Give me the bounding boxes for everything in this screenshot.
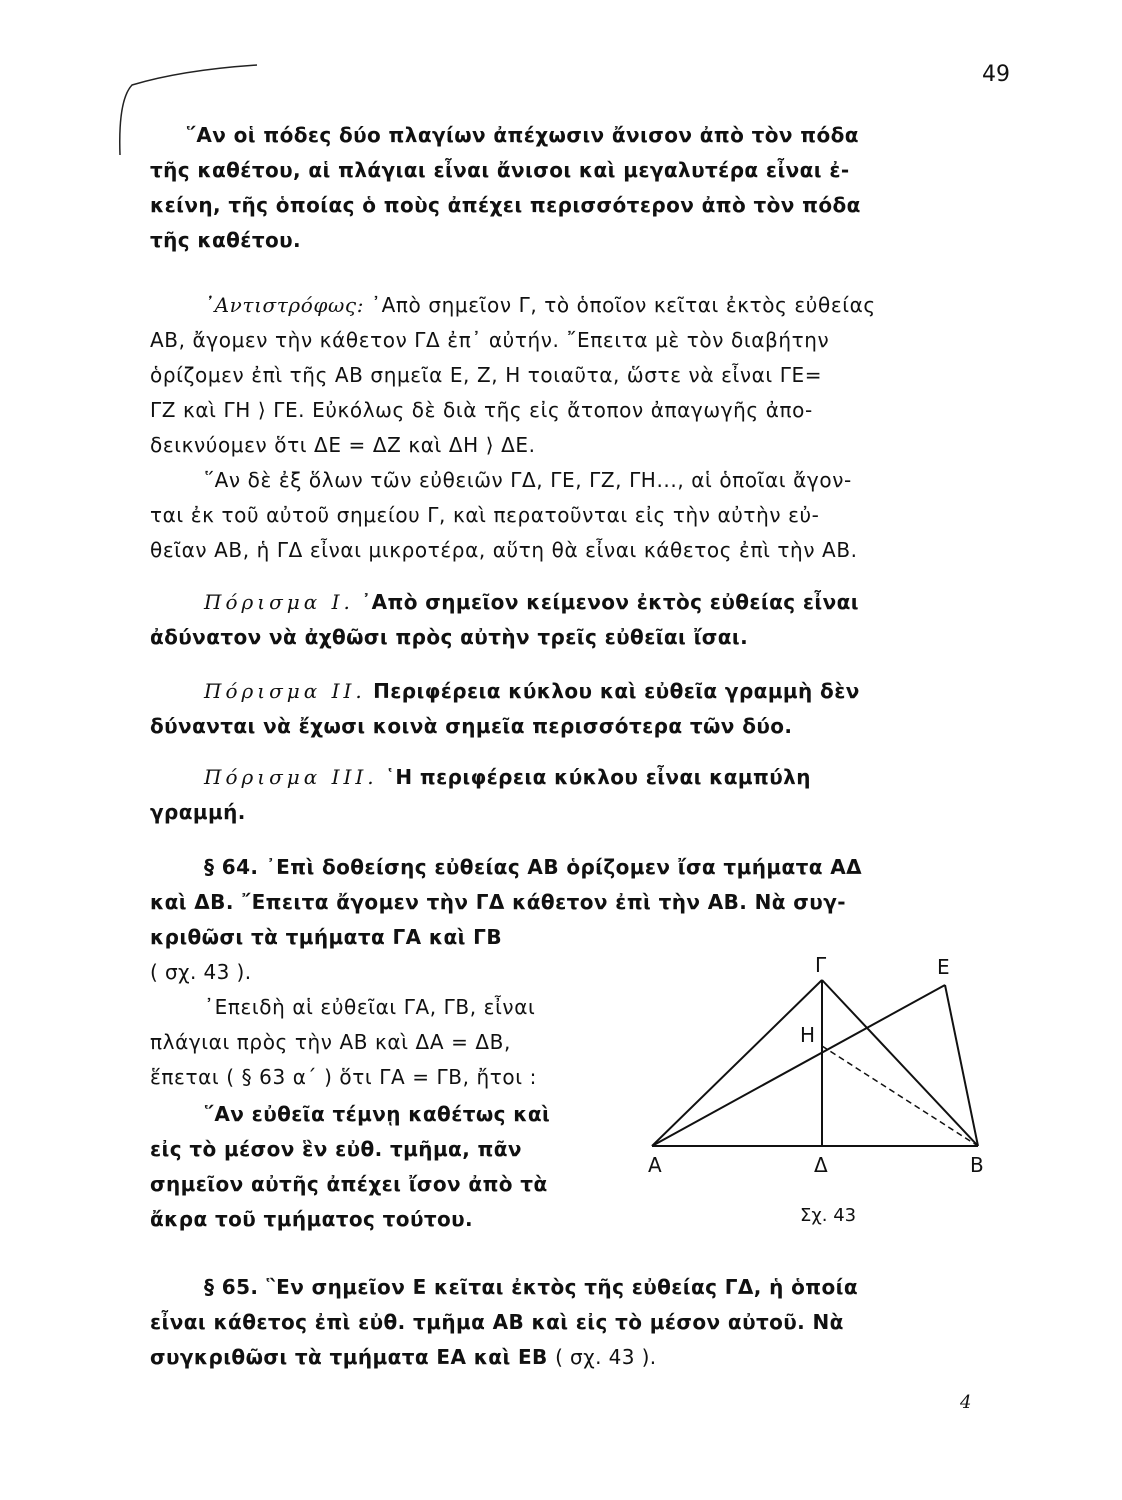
point-label-g: Γ: [815, 953, 827, 977]
text-line: εἶναι κάθετος ἐπὶ εὐθ. τμῆμα ΑΒ καὶ εἰς τὸ μέσον αὐτοῦ. Νὰ: [150, 1310, 844, 1334]
segment-hb: [822, 1046, 978, 1146]
corollary-3: [150, 760, 1010, 830]
figure-reference: ( σχ. 43 ).: [555, 1345, 657, 1369]
section-64-rule: [150, 1097, 630, 1237]
text-line: ΓΖ καὶ ΓΗ ⟩ ΓΕ. Εὐκόλως δὲ διὰ τῆς εἰς ἄτοπον ἀπαγωγῆς ἀπο-: [150, 398, 813, 422]
section-65: [150, 1270, 1010, 1375]
text-line: γραμμή.: [150, 800, 246, 824]
text-line: ἄκρα τοῦ τμήματος τούτου.: [150, 1207, 474, 1231]
section-64-proof: [150, 990, 630, 1095]
text-line: ᾿Επειδὴ αἱ εὐθεῖαι ΓΑ, ΓΒ, εἶναι: [204, 995, 536, 1019]
converse-paragraph: [150, 288, 1010, 463]
corollary-label: Πόρισμα ΙΙ.: [204, 679, 366, 703]
text-line: ἕπεται ( § 63 α΄ ) ὅτι ΓΑ = ΓΒ, ἤτοι :: [150, 1065, 537, 1089]
text-line: τῆς καθέτου.: [150, 228, 302, 252]
corollary-1: [150, 585, 1010, 655]
text-line: ῞Αν εὐθεῖα τέμνῃ καθέτως καὶ: [204, 1102, 551, 1126]
text-line: ται ἐκ τοῦ αὐτοῦ σημείου Γ, καὶ περατοῦνται εἰς τὴν αὐτὴν εὐ-: [150, 503, 820, 527]
text-line: τῆς καθέτου, αἱ πλάγιαι εἶναι ἄνισοι καὶ μεγαλυτέρα εἶναι ἐ-: [150, 158, 850, 182]
figure-43: [640, 950, 1020, 1240]
figure-caption: Σχ. 43: [800, 1205, 857, 1226]
page-number: 49: [982, 62, 1010, 87]
text-line: καὶ ΔΒ. ῎Επειτα ἄγομεν τὴν ΓΔ κάθετον ἐπὶ τὴν ΑΒ. Νὰ συγ-: [150, 890, 846, 914]
text-line: ἀδύνατον νὰ ἀχθῶσι πρὸς αὐτὴν τρεῖς εὐθεῖαι ἴσαι.: [150, 625, 749, 649]
signature-mark: 4: [960, 1392, 972, 1413]
point-label-d: Δ: [814, 1153, 828, 1177]
segment-eb: [945, 985, 978, 1146]
corollary-label: Πόρισμα Ι.: [204, 590, 354, 614]
text-line: κριθῶσι τὰ τμήματα ΓΑ καὶ ΓΒ: [150, 925, 502, 949]
point-label-h: Η: [800, 1023, 816, 1047]
text-line: εἰς τὸ μέσον ἓν εὐθ. τμῆμα, πᾶν: [150, 1137, 522, 1161]
corollary-label: Πόρισμα ΙΙΙ.: [204, 765, 378, 789]
shortest-line-paragraph: [150, 463, 1010, 568]
text-line: κείνη, τῆς ὁποίας ὁ ποὺς ἀπέχει περισσότερον ἀπὸ τὸν πόδα: [150, 193, 861, 217]
text-line: ῾Η περιφέρεια κύκλου εἶναι καμπύλη: [377, 765, 811, 789]
text-line: ῞Αν δὲ ἐξ ὅλων τῶν εὐθειῶν ΓΔ, ΓΕ, ΓΖ, ΓΗ..., αἱ ὁποῖαι ἄγον-: [204, 468, 852, 492]
text-line: Περιφέρεια κύκλου καὶ εὐθεῖα γραμμὴ δὲν: [365, 679, 860, 703]
text-line: θεῖαν ΑΒ, ἡ ΓΔ εἶναι μικροτέρα, αὕτη θὰ εἶναι κάθετος ἐπὶ τὴν ΑΒ.: [150, 538, 858, 562]
text-line: δύνανται νὰ ἔχωσι κοινὰ σημεῖα περισσότερα τῶν δύο.: [150, 714, 793, 738]
point-label-a: Α: [648, 1153, 662, 1177]
converse-label: ᾿Αντιστρόφως:: [204, 293, 365, 317]
text-line: ᾿Απὸ σημεῖον Γ, τὸ ὁποῖον κεῖται ἐκτὸς εὐθείας: [364, 293, 876, 317]
text-line: § 64. ᾿Επὶ δοθείσης εὐθείας ΑΒ ὁρίζομεν ἴσα τμήματα ΑΔ: [204, 855, 863, 879]
text-line: ῞Αν οἱ πόδες δύο πλαγίων ἀπέχωσιν ἄνισον ἀπὸ τὸν πόδα: [186, 123, 859, 147]
text-line: ΑΒ, ἄγομεν τὴν κάθετον ΓΔ ἐπ᾿ αὐτήν. ῎Επειτα μὲ τὸν διαβήτην: [150, 328, 830, 352]
text-line: πλάγιαι πρὸς τὴν ΑΒ καὶ ΔΑ = ΔΒ,: [150, 1030, 511, 1054]
text-line: § 65. ῝Εν σημεῖον Ε κεῖται ἐκτὸς τῆς εὐθείας ΓΔ, ἡ ὁποία: [204, 1275, 858, 1299]
figure-reference: ( σχ. 43 ).: [150, 960, 252, 984]
text-line: δεικνύομεν ὅτι ΔΕ = ΔΖ καὶ ΔΗ ⟩ ΔΕ.: [150, 433, 536, 457]
segment-gb: [822, 980, 978, 1146]
point-label-b: Β: [970, 1153, 984, 1177]
text-line: σημεῖον αὐτῆς ἀπέχει ἴσον ἀπὸ τὰ: [150, 1172, 548, 1196]
theorem-paragraph: [150, 118, 1010, 258]
point-label-e: Ε: [937, 955, 950, 979]
segment-ga: [652, 980, 822, 1146]
corollary-2: [150, 674, 1010, 744]
text-line: συγκριθῶσι τὰ τμήματα ΕΑ καὶ ΕΒ: [150, 1345, 548, 1369]
text-line: ὁρίζομεν ἐπὶ τῆς ΑΒ σημεῖα Ε, Ζ, Η τοιαῦτα, ὥστε νὰ εἶναι ΓΕ=: [150, 363, 823, 387]
text-line: ᾿Απὸ σημεῖον κείμενον ἐκτὸς εὐθείας εἶναι: [353, 590, 859, 614]
